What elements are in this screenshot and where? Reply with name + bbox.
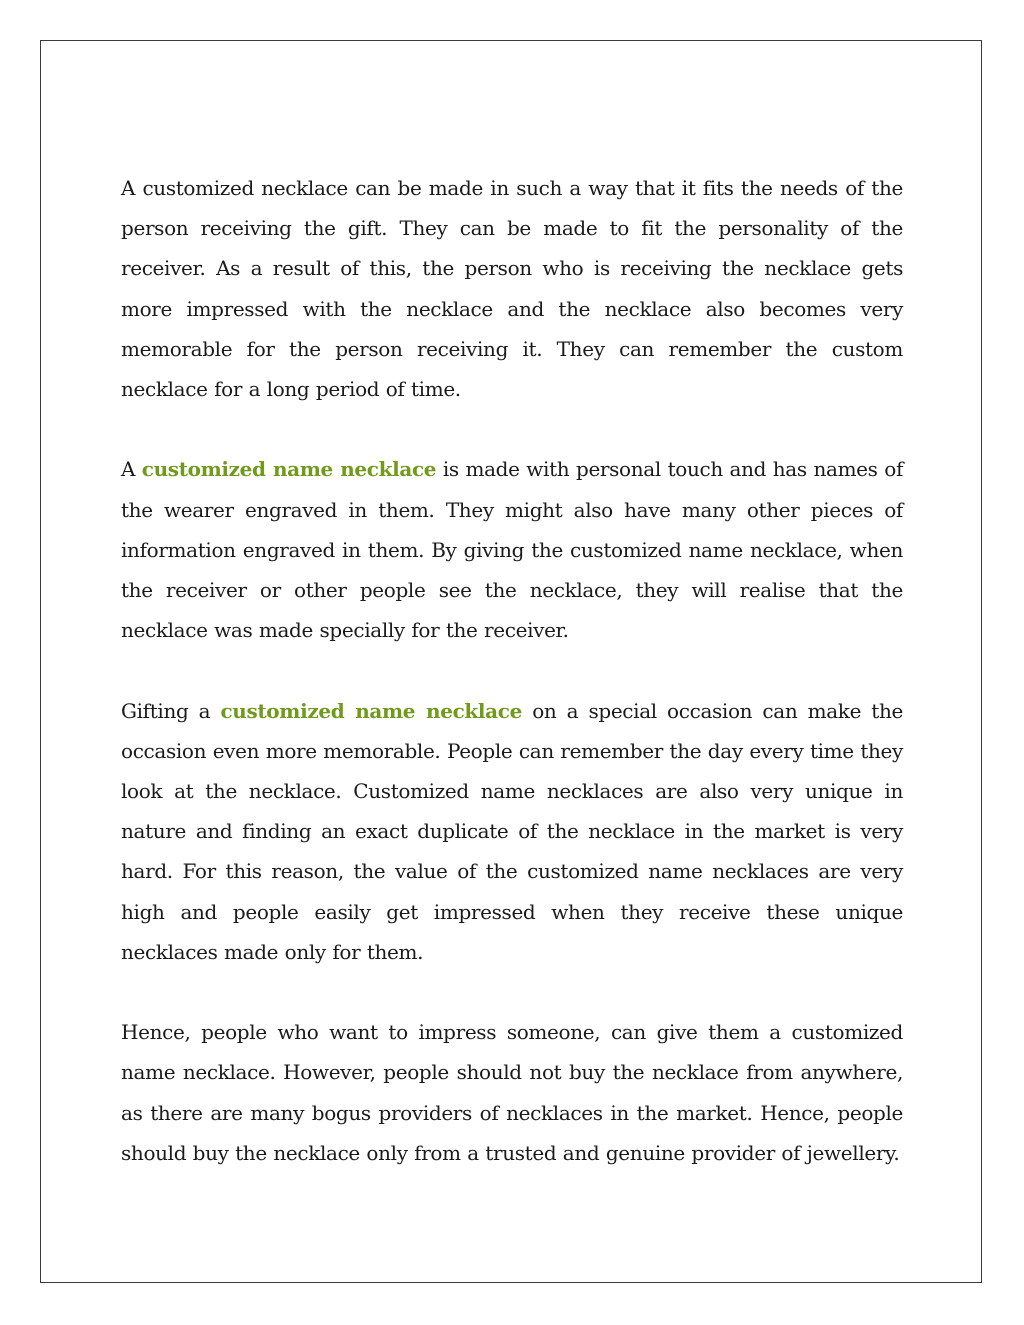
paragraph-1	[121, 168, 903, 409]
paragraph-2	[121, 449, 903, 650]
paragraph-3	[121, 691, 903, 972]
customized-name-necklace-link-2[interactable]: customized name necklace	[220, 698, 522, 723]
paragraph-3-after: on a special occasion can make the occasion even more memorable. People can remember the day every time they look at the necklace. Customized name necklaces are also very unique in nature and finding an exact duplicate of the necklace in the market is very hard. For this reason, the value of the customized name necklaces are very high and people easily get impressed when they receive these unique necklaces made only for them.	[121, 698, 903, 964]
paragraph-2-before: A	[121, 457, 142, 482]
paragraph-4-text: Hence, people who want to impress someone, can give them a customized name necklace. However, people should not buy the necklace from anywhere, as there are many bogus providers of necklaces in the market. Hence, people should buy the necklace only from a trusted and genuine provider of jewellery.	[121, 1020, 903, 1165]
document-body	[121, 168, 903, 1173]
customized-name-necklace-link[interactable]: customized name necklace	[141, 457, 437, 482]
paragraph-3-before: Gifting a	[121, 698, 221, 723]
paragraph-2-after: is made with personal touch and has names of the wearer engraved in them. They might also have many other pieces of information engraved in them. By giving the customized name necklace, when the receiver or other people see the necklace, they will realise that the necklace was made specially for the receiver.	[121, 457, 903, 643]
paragraph-4	[121, 1012, 903, 1173]
paragraph-1-text: A customized necklace can be made in such a way that it fits the needs of the person receiving the gift. They can be made to fit the personality of the receiver. As a result of this, the person who is receiving the necklace gets more impressed with the necklace and the necklace also becomes very memorable for the person receiving it. They can remember the custom necklace for a long period of time.	[121, 176, 903, 402]
